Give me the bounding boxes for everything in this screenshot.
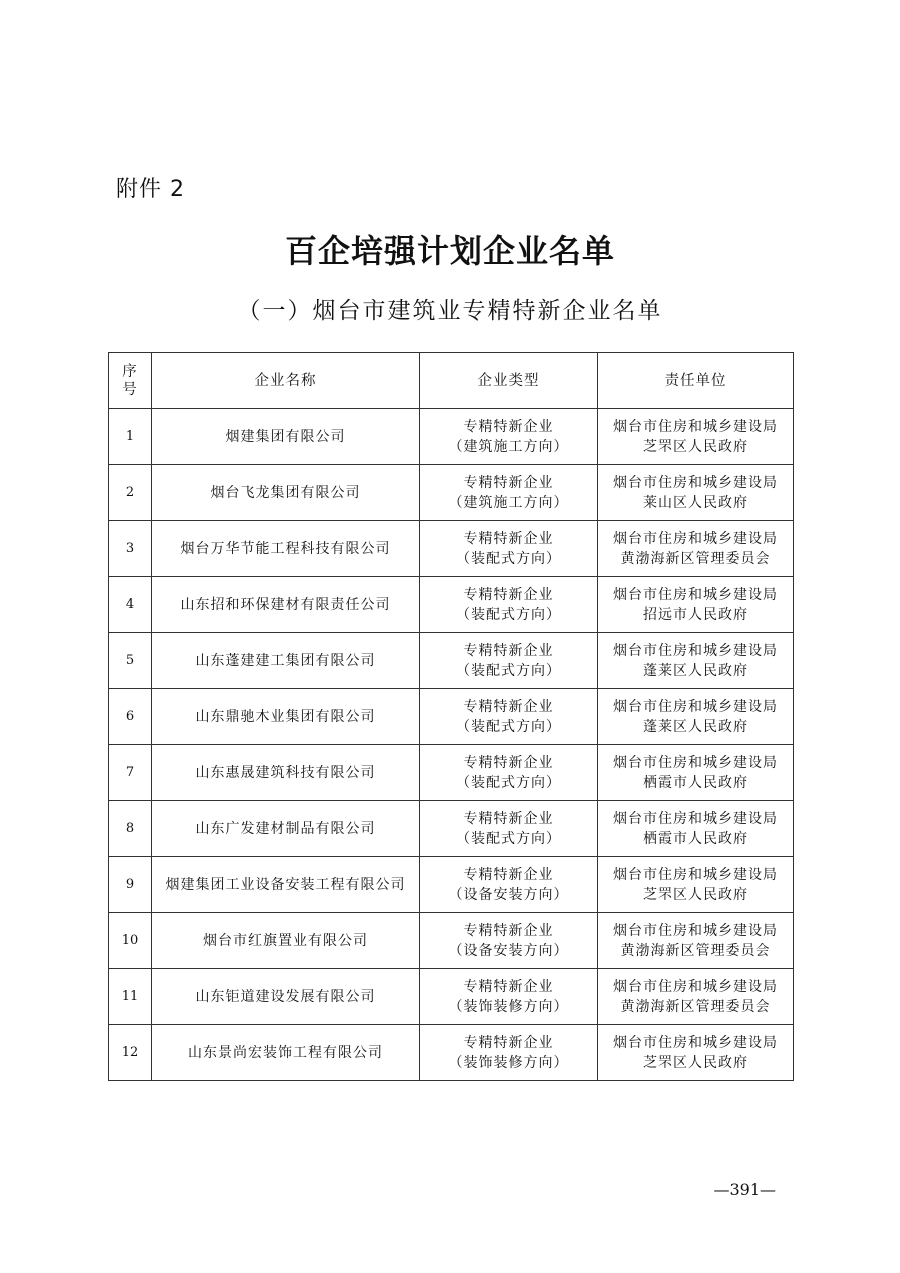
row-type-line1: 专精特新企业	[463, 754, 554, 771]
row-type-line2: （装配式方向）	[456, 662, 561, 679]
row-unit	[598, 801, 794, 857]
row-unit-line1: 烟台市住房和城乡建设局	[613, 474, 778, 491]
row-unit	[598, 577, 794, 633]
row-seq: 5	[109, 633, 152, 689]
table-row	[109, 689, 794, 745]
row-seq: 6	[109, 689, 152, 745]
row-unit	[598, 689, 794, 745]
row-unit-line2: 莱山区人民政府	[643, 494, 748, 511]
row-unit-line2: 芝罘区人民政府	[643, 438, 748, 455]
row-type-line1: 专精特新企业	[463, 474, 554, 491]
row-type-line1: 专精特新企业	[463, 418, 554, 435]
row-type-line1: 专精特新企业	[463, 866, 554, 883]
row-unit	[598, 745, 794, 801]
row-unit-line1: 烟台市住房和城乡建设局	[613, 418, 778, 435]
row-type-line2: （装配式方向）	[456, 774, 561, 791]
row-type-line2: （装配式方向）	[456, 550, 561, 567]
row-name: 山东鼎驰木业集团有限公司	[152, 689, 420, 745]
header-seq-line1: 序	[122, 363, 138, 380]
row-name: 烟建集团工业设备安装工程有限公司	[152, 857, 420, 913]
table-row	[109, 969, 794, 1025]
row-type	[420, 913, 598, 969]
attachment-label: 附件 2	[116, 177, 185, 202]
table-body	[109, 409, 794, 1081]
row-unit-line2: 黄渤海新区管理委员会	[620, 550, 771, 567]
row-name: 山东景尚宏装饰工程有限公司	[152, 1025, 420, 1081]
row-seq: 4	[109, 577, 152, 633]
table-row	[109, 409, 794, 465]
header-name: 企业名称	[152, 353, 420, 409]
row-unit	[598, 521, 794, 577]
row-type	[420, 577, 598, 633]
row-unit	[598, 857, 794, 913]
row-unit-line2: 蓬莱区人民政府	[643, 718, 748, 735]
table-row	[109, 521, 794, 577]
table-row	[109, 857, 794, 913]
row-type-line2: （装配式方向）	[456, 606, 561, 623]
table-row	[109, 465, 794, 521]
row-type	[420, 409, 598, 465]
row-type	[420, 633, 598, 689]
row-unit-line2: 招远市人民政府	[643, 606, 748, 623]
table-row	[109, 1025, 794, 1081]
row-unit-line1: 烟台市住房和城乡建设局	[613, 810, 778, 827]
row-unit-line2: 黄渤海新区管理委员会	[620, 998, 771, 1015]
header-unit: 责任单位	[598, 353, 794, 409]
row-unit-line1: 烟台市住房和城乡建设局	[613, 530, 778, 547]
document-title: 百企培强计划企业名单	[284, 232, 615, 270]
row-seq: 11	[109, 969, 152, 1025]
table-row	[109, 745, 794, 801]
row-unit	[598, 409, 794, 465]
row-type-line1: 专精特新企业	[463, 978, 554, 995]
row-seq: 1	[109, 409, 152, 465]
row-type-line1: 专精特新企业	[463, 586, 554, 603]
row-unit-line1: 烟台市住房和城乡建设局	[613, 922, 778, 939]
row-unit-line1: 烟台市住房和城乡建设局	[613, 754, 778, 771]
row-type-line1: 专精特新企业	[463, 922, 554, 939]
row-seq: 8	[109, 801, 152, 857]
row-unit-line2: 芝罘区人民政府	[643, 886, 748, 903]
row-type-line2: （装配式方向）	[456, 830, 561, 847]
row-unit-line1: 烟台市住房和城乡建设局	[613, 642, 778, 659]
header-type: 企业类型	[420, 353, 598, 409]
row-type	[420, 745, 598, 801]
page-number: —391—	[713, 1180, 776, 1199]
table-row	[109, 801, 794, 857]
row-type-line2: （建筑施工方向）	[448, 494, 569, 511]
table-row	[109, 633, 794, 689]
row-type-line2: （装配式方向）	[456, 718, 561, 735]
row-unit	[598, 1025, 794, 1081]
row-unit-line1: 烟台市住房和城乡建设局	[613, 1034, 778, 1051]
row-type-line2: （装饰装修方向）	[448, 998, 569, 1015]
row-type-line1: 专精特新企业	[463, 810, 554, 827]
row-name: 山东惠晟建筑科技有限公司	[152, 745, 420, 801]
row-unit-line1: 烟台市住房和城乡建设局	[613, 698, 778, 715]
row-type	[420, 465, 598, 521]
row-type	[420, 521, 598, 577]
table-header-row	[109, 353, 794, 409]
row-type-line2: （设备安装方向）	[448, 942, 569, 959]
row-seq: 9	[109, 857, 152, 913]
table-row	[109, 577, 794, 633]
row-unit-line2: 栖霞市人民政府	[643, 830, 748, 847]
section-subtitle: （一）烟台市建筑业专精特新企业名单	[237, 298, 663, 324]
row-type-line2: （设备安装方向）	[448, 886, 569, 903]
header-seq-line2: 号	[122, 381, 138, 398]
row-name: 烟建集团有限公司	[152, 409, 420, 465]
row-seq: 7	[109, 745, 152, 801]
row-type	[420, 1025, 598, 1081]
enterprise-list-table	[108, 352, 794, 1081]
row-type	[420, 969, 598, 1025]
row-unit-line2: 栖霞市人民政府	[643, 774, 748, 791]
row-unit-line2: 芝罘区人民政府	[643, 1054, 748, 1071]
table-row	[109, 913, 794, 969]
row-seq: 10	[109, 913, 152, 969]
row-type-line2: （装饰装修方向）	[448, 1054, 569, 1071]
row-type-line1: 专精特新企业	[463, 1034, 554, 1051]
row-unit-line1: 烟台市住房和城乡建设局	[613, 978, 778, 995]
row-type	[420, 689, 598, 745]
row-name: 山东钜道建设发展有限公司	[152, 969, 420, 1025]
row-type	[420, 801, 598, 857]
row-unit	[598, 465, 794, 521]
row-name: 烟台市红旗置业有限公司	[152, 913, 420, 969]
row-unit	[598, 913, 794, 969]
header-seq	[109, 353, 152, 409]
row-name: 山东蓬建建工集团有限公司	[152, 633, 420, 689]
row-name: 烟台飞龙集团有限公司	[152, 465, 420, 521]
row-unit	[598, 633, 794, 689]
row-name: 山东广发建材制品有限公司	[152, 801, 420, 857]
row-seq: 2	[109, 465, 152, 521]
row-unit-line2: 黄渤海新区管理委员会	[620, 942, 771, 959]
row-type-line1: 专精特新企业	[463, 642, 554, 659]
row-name: 山东招和环保建材有限责任公司	[152, 577, 420, 633]
row-type-line1: 专精特新企业	[463, 530, 554, 547]
row-name: 烟台万华节能工程科技有限公司	[152, 521, 420, 577]
row-seq: 3	[109, 521, 152, 577]
row-unit-line1: 烟台市住房和城乡建设局	[613, 866, 778, 883]
row-unit	[598, 969, 794, 1025]
row-seq: 12	[109, 1025, 152, 1081]
row-unit-line1: 烟台市住房和城乡建设局	[613, 586, 778, 603]
row-type	[420, 857, 598, 913]
row-type-line2: （建筑施工方向）	[448, 438, 569, 455]
row-unit-line2: 蓬莱区人民政府	[643, 662, 748, 679]
row-type-line1: 专精特新企业	[463, 698, 554, 715]
